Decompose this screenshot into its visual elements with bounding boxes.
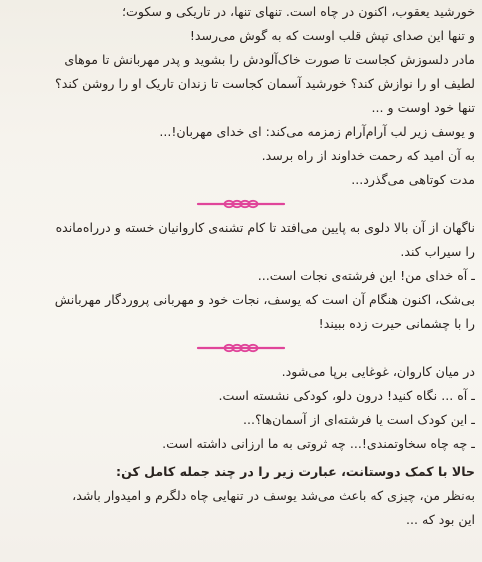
text-line: ـ آه خدای من! این فرشته‌ی نجات است... — [257, 268, 475, 283]
ornament-divider — [7, 336, 475, 360]
exercise-prompt-line: به‌نظر من، چیزی که باعث می‌شد یوسف در تنهایی چاه دلگرم و امیدوار باشد، — [72, 488, 475, 503]
text-line: بی‌شک، اکنون هنگام آن است که یوسف، نجات خود و مهربانی پروردگار مهربانش — [54, 292, 475, 307]
text-line: ـ آه ... نگاه کنید! درون دلو، کودکی نشسته است. — [218, 388, 475, 403]
story-section-1 — [7, 0, 475, 192]
text-line: و یوسف زیر لب آرام‌آرام زمزمه می‌کند: ای خدای مهربان!... — [159, 124, 475, 139]
exercise-heading: حالا با کمک دوستانت، عبارت زیر را در چند جمله کامل کن: — [116, 464, 475, 479]
ornament-divider — [7, 192, 475, 216]
text-line: ـ چه چاه سخاوتمندی!... چه ثروتی به ما ارزانی داشته است. — [162, 436, 475, 451]
text-line: به آن امید که رحمت خداوند از راه برسد. — [261, 148, 475, 163]
text-line: خورشید یعقوب، اکنون در چاه است. تنهای تنها، در تاریکی و سکوت؛ — [122, 4, 475, 19]
exercise-prompt-line: این بود که ... — [406, 512, 475, 527]
chain-ornament-icon — [196, 342, 286, 354]
text-line: و تنها این صدای تپش قلب اوست که به گوش می‌رسد! — [189, 28, 475, 43]
text-line: را با چشمانی حیرت زده ببیند! — [318, 316, 475, 331]
text-line: لطیف او را نوازش کند؟ خورشید آسمان کجاست تا زندان تاریک او را روشن کند؟ — [55, 76, 475, 91]
text-line: ناگهان از آن بالا دلوی به پایین می‌افتد تا کام تشنه‌ی کاروانیان خسته و درراه‌مانده — [55, 220, 475, 235]
text-line: تنها خود اوست و ... — [371, 100, 475, 115]
text-line: در میان کاروان، غوغایی برپا می‌شود. — [281, 364, 475, 379]
chain-ornament-icon — [196, 198, 286, 210]
exercise-section — [7, 460, 475, 532]
text-line: مدت کوتاهی می‌گذرد... — [351, 172, 475, 187]
text-line: مادر دلسوزش کجاست تا صورت خاک‌آلودش را بشوید و پدر مهربانش تا موهای — [64, 52, 475, 67]
text-line: را سیراب کند. — [400, 244, 475, 259]
story-section-2 — [7, 216, 475, 336]
text-line: ـ این کودک است یا فرشته‌ای از آسمان‌ها؟... — [242, 412, 475, 427]
story-section-3 — [7, 360, 475, 456]
